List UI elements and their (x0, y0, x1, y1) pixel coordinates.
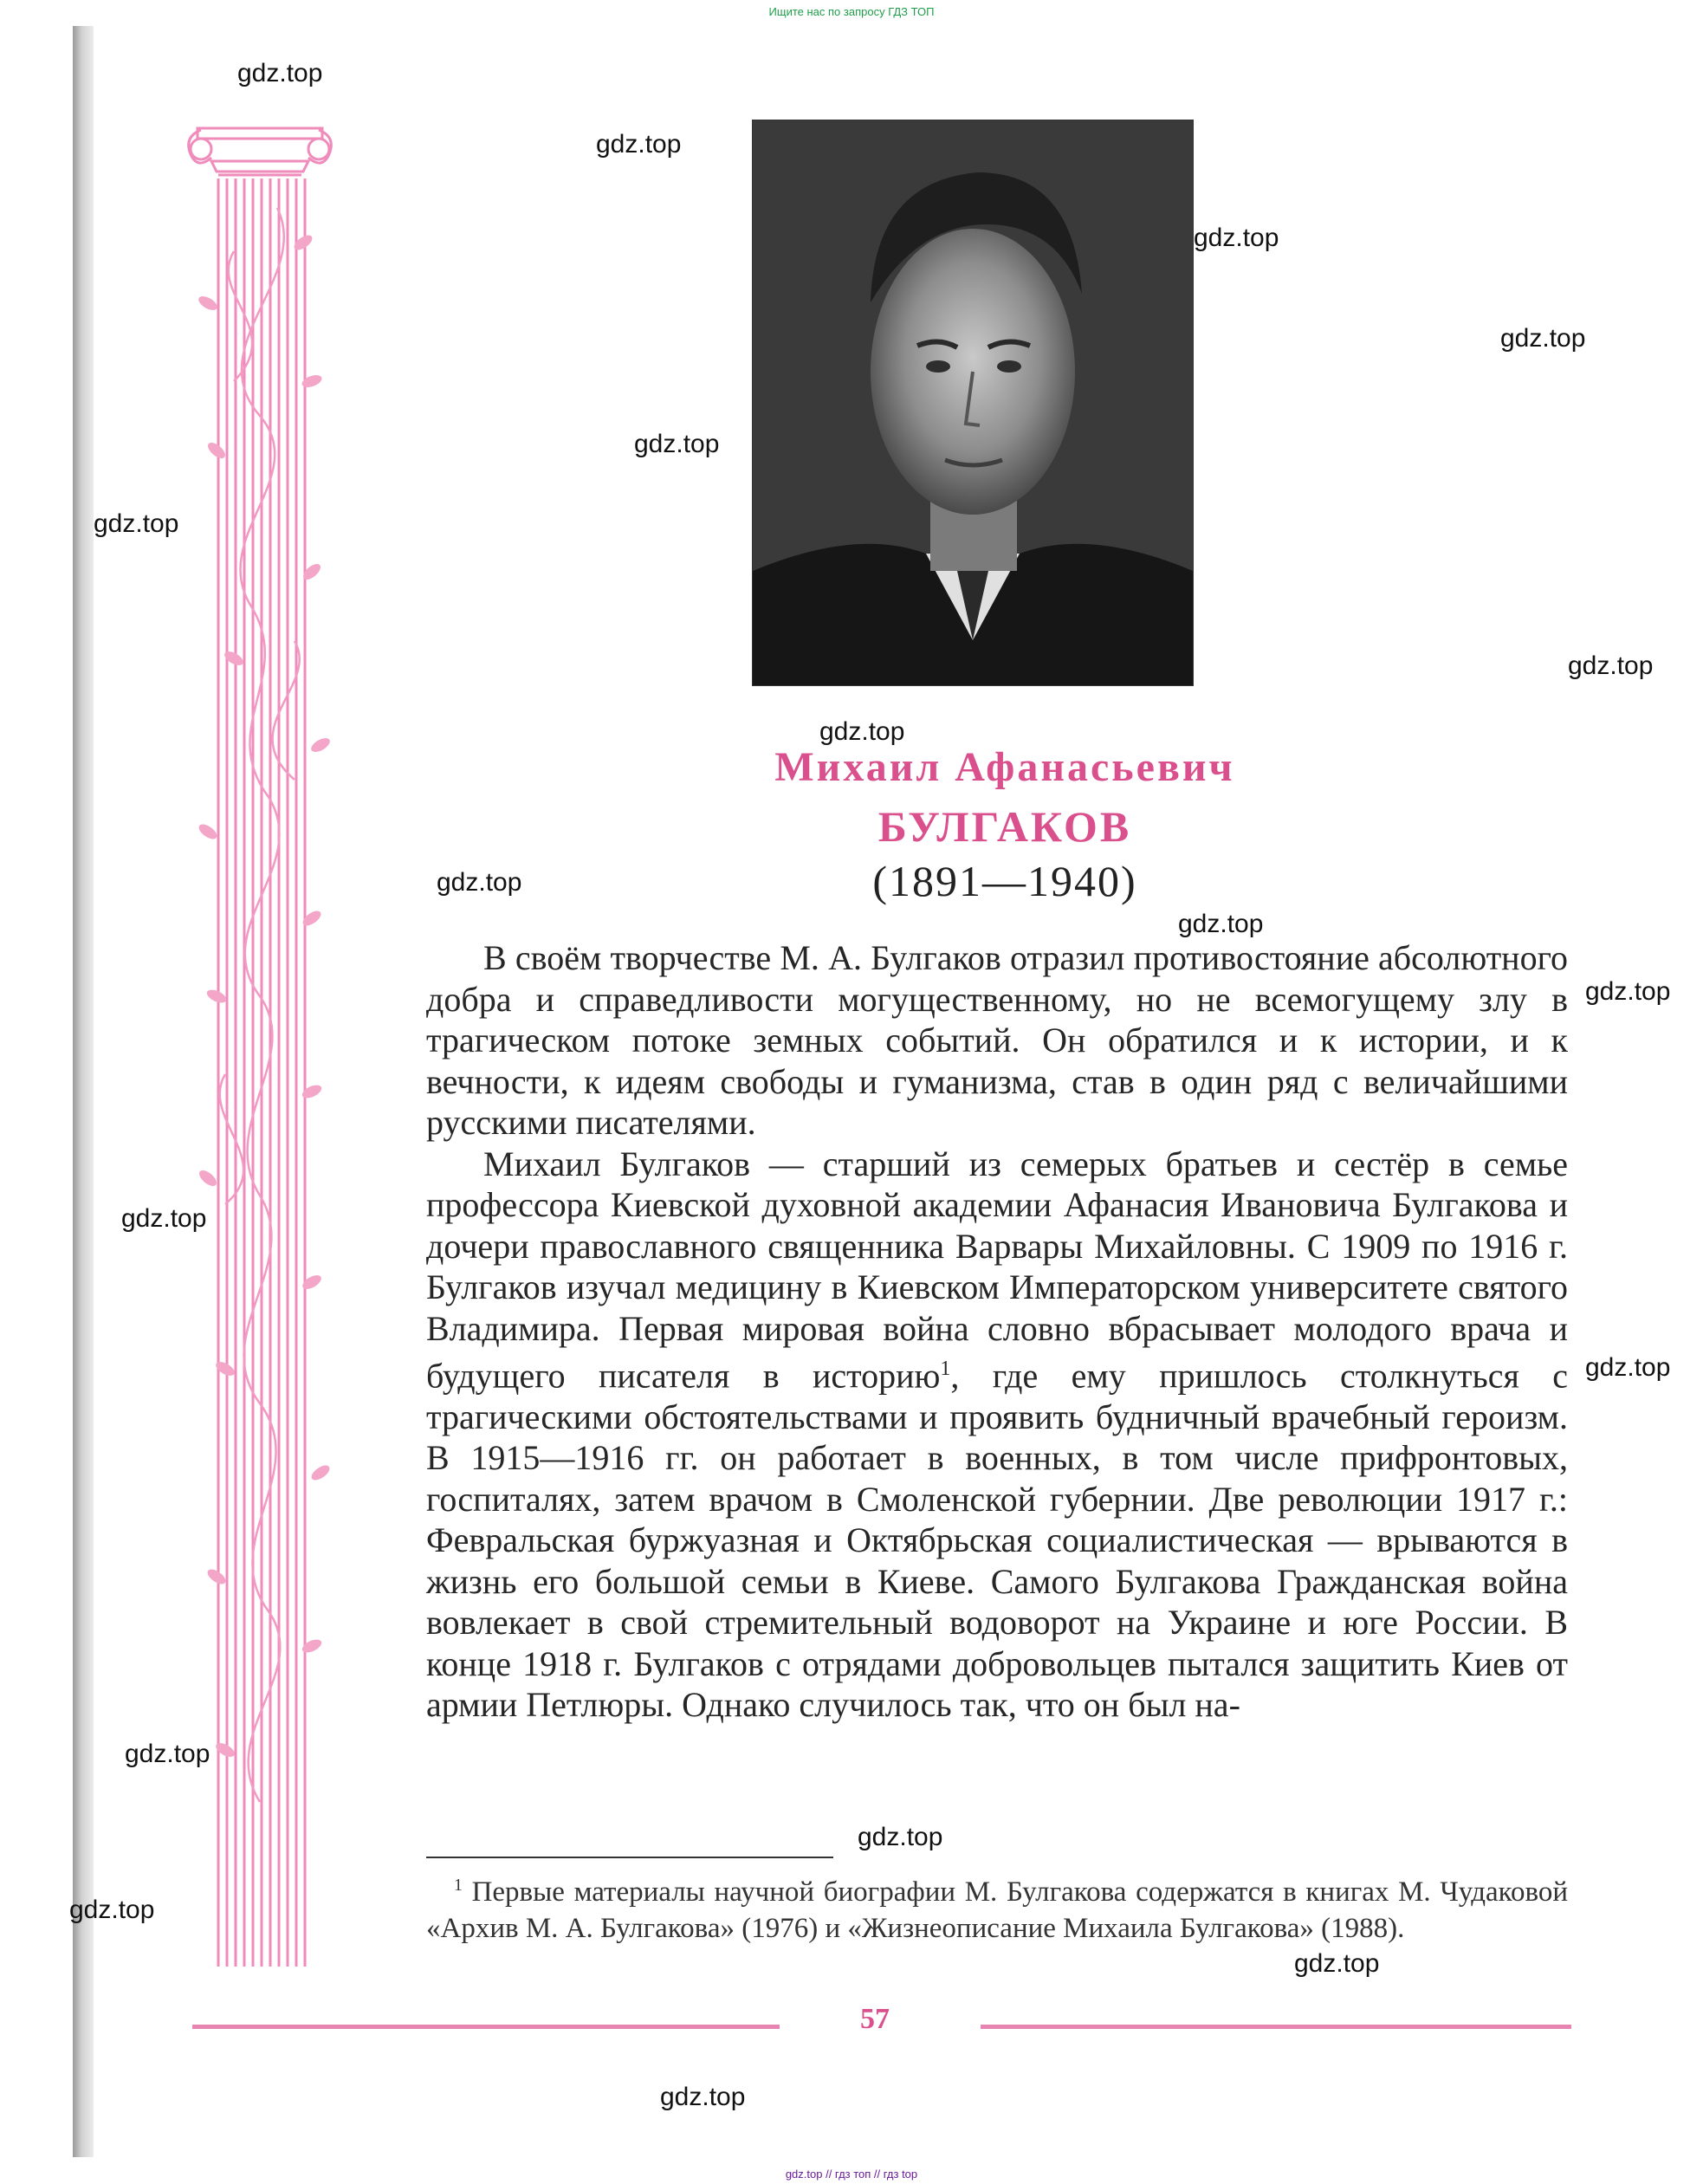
watermark: gdz.top (69, 1896, 155, 1924)
paragraph-continuation: , где ему пришлось столкнуться с трагическими обстоятельствами и проявить будничный врачебный героизм. В 1915—1916 гг. он работает в военных, в том числе прифронтовых, госпиталях, затем врачом в Смоленской губернии. Две революции 1917 г.: Февральская буржуазная и Октябрьская социалистическая — врываются в жизнь его большой семьи в Киеве. Самого Булгакова Гражданская война вовлекает в свой стремительный водоворот на Украине и юге России. В конце 1918 г. Булгаков с отрядами добровольцев пытался защитить Киев от армии Петлюры. Однако случилось так, что он был на- (426, 1356, 1568, 1725)
watermark: gdz.top (121, 1204, 207, 1233)
paragraph: В своём творчестве М. А. Булгаков отразил противостояние абсолютного добра и справедливости могущественному, но не всемогущему злу в трагическом потоке земных событий. Он обратился и к истории, и к вечности, к идеям свободы и гуманизма, став в один ряд с величайшими русскими писателями. (426, 938, 1568, 1142)
watermark: gdz.top (660, 2083, 746, 2111)
author-surname: БУЛГАКОВ (877, 802, 1132, 851)
watermark: gdz.top (237, 59, 323, 87)
watermark: gdz.top (1585, 1353, 1671, 1382)
header-note: Ищите нас по запросу ГДЗ ТОП (768, 5, 935, 18)
footnote-rule (426, 1857, 833, 1858)
paragraph-text: Михаил Булгаков — старший из семерых братьев и сестёр в семье профессора Киевской духовной академии Афанасия Ивановича Булгакова и дочери православного священника Варвары Михайловны. С 1909 по 1916 г. Булгаков изучал медицину в Киевском Императорском университете святого Владимира. Первая мировая война словно вбрасывает молодого врача и будущего писателя в историю (426, 1144, 1568, 1396)
footer-rule-left (192, 2025, 780, 2029)
watermark: gdz.top (1500, 324, 1586, 353)
watermark: gdz.top (819, 717, 905, 746)
watermark: gdz.top (634, 430, 720, 458)
watermark: gdz.top (437, 868, 522, 897)
page-gutter (73, 26, 94, 2157)
watermark: gdz.top (94, 509, 179, 538)
ionic-column-ornament (182, 121, 338, 1984)
page-number: 57 (860, 2003, 890, 2035)
footnote-marker: 1 (940, 1358, 951, 1380)
footnote-number: 1 (454, 1876, 463, 1895)
footer-note: gdz.top // гдз топ // гдз top (785, 2168, 918, 2181)
watermark: gdz.top (1585, 977, 1671, 1006)
footnote (426, 1867, 1568, 1947)
footnote-text: Первые материалы научной биографии М. Булгакова содержатся в книгах М. Чудаковой «Архив М. А. Булгакова» (1976) и «Жизнеописание Михаила Булгакова» (1988). (426, 1876, 1569, 1944)
watermark: gdz.top (1294, 1949, 1380, 1978)
author-dates: (1891—1940) (872, 857, 1137, 905)
watermark: gdz.top (1178, 910, 1264, 938)
author-portrait (752, 120, 1194, 686)
biography-text (426, 937, 1568, 1726)
author-first-names: Михаил Афанасьевич (774, 744, 1235, 790)
watermark: gdz.top (858, 1823, 943, 1851)
footer-rule-right (981, 2025, 1571, 2029)
paragraph (426, 1144, 1568, 1726)
watermark: gdz.top (596, 130, 682, 159)
watermark: gdz.top (1568, 651, 1654, 680)
watermark: gdz.top (1194, 224, 1279, 252)
watermark: gdz.top (125, 1740, 210, 1768)
